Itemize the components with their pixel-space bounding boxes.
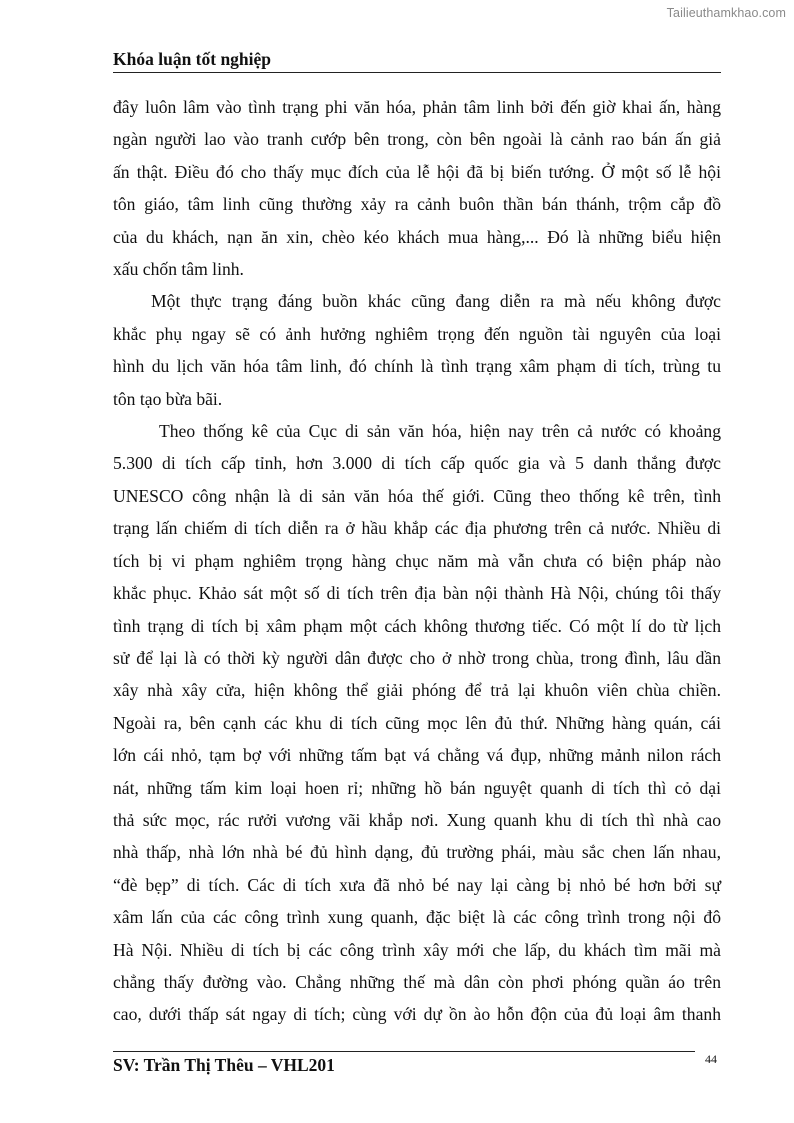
text-line: đây luôn lâm vào tình trạng phi văn hóa, phản tâm linh bởi đến giờ khai ấn, hàng [113,97,721,117]
text-line: nát, những tấm kim loại hoen rỉ; những hồ bán nguyệt quanh di tích thì cỏ dại [113,777,721,798]
paragraph-1 [113,91,721,285]
text-line: chẳng thấy đường vào. Chẳng những thế mà dân còn phơi phóng quần áo trên [113,971,721,992]
text-line: cao, dưới thấp sát ngay di tích; cùng với dự ồn ào hỗn độn của đủ loại âm thanh [113,1004,721,1025]
header-divider [113,72,721,73]
text-line: tình trạng di tích bị xâm phạm một cách không thương tiếc. Có một lí do từ lịch [113,615,721,636]
document-body [113,91,721,1031]
footer-student-name: SV: Trần Thị Thêu – VHL201 [113,1055,335,1075]
text-line: 5.300 di tích cấp tỉnh, hơn 3.000 di tích cấp quốc gia và 5 danh thắng được [113,453,721,474]
text-line: tôn giáo, tâm linh cũng thường xảy ra cảnh buôn thần bán thánh, trộm cắp đồ [113,194,721,215]
text-line: thả sức mọc, rác rưởi vương vãi khắp nơi. Xung quanh khu di tích thì nhà cao [113,809,721,830]
paragraph-2 [113,285,721,415]
watermark-text: Tailieuthamkhao.com [666,6,786,20]
text-line: trạng lấn chiếm di tích diễn ra ở hầu khắp các địa phương trên cả nước. Nhiều di [113,518,721,539]
text-line: Một thực trạng đáng buồn khác cũng đang diễn ra mà nếu không được [151,291,721,312]
paragraph-3 [113,415,721,1031]
text-line: ngàn người lao vào tranh cướp bên trong, còn bên ngoài là cảnh rao bán ấn giả [113,129,721,150]
text-line: Theo thống kê của Cục di sản văn hóa, hiện nay trên cả nước có khoảng [159,421,721,442]
text-line: hình du lịch văn hóa tâm linh, đó chính là tình trạng xâm phạm di tích, trùng tu [113,356,721,377]
text-line: ấn thật. Điều đó cho thấy mục đích của lễ hội đã bị biến tướng. Ở một số lễ hội [113,161,721,182]
text-line: khắc phục. Khảo sát một số di tích trên địa bàn nội thành Hà Nội, chúng tôi thấy [113,583,721,604]
page-header-title: Khóa luận tốt nghiệp [113,49,272,69]
text-line: Ngoài ra, bên cạnh các khu di tích cũng mọc lên đủ thứ. Những hàng quán, cái [113,712,721,733]
text-line: xâm lấn của các công trình xung quanh, đặc biệt là các công trình trong nội đô [113,907,721,928]
text-line: của du khách, nạn ăn xin, chèo kéo khách mua hàng,... Đó là những biểu hiện [113,226,721,247]
page-number: 44 [705,1052,717,1066]
text-line: xấu chốn tâm linh. [113,259,244,280]
text-line: “đè bẹp” di tích. Các di tích xưa đã nhỏ bé nay lại càng bị nhỏ bé hơn bởi sự [113,874,721,895]
text-line: Hà Nội. Nhiều di tích bị các công trình xây mới che lấp, du khách tìm mãi mà [113,939,721,960]
text-line: khắc phụ ngay sẽ có ảnh hưởng nghiêm trọng đến nguồn tài nguyên của loại [113,323,721,344]
text-line: UNESCO công nhận là di sản văn hóa thế giới. Cũng theo thống kê trên, tình [113,485,721,506]
text-line: sử để lại là có thời kỳ người dân được cho ở nhờ trong chùa, trong đình, lâu dần [113,647,721,668]
text-line: nhà thấp, nhà lớn nhà bé đủ hình dạng, đủ trường phái, màu sắc chen lấn nhau, [113,842,721,863]
text-line: lớn cái nhỏ, tạm bợ với những tấm bạt vá chằng vá đụp, những mảnh nilon rách [113,745,721,766]
text-line: tích bị vi phạm nghiêm trọng hàng chục năm mà vẫn chưa có biện pháp nào [113,550,721,571]
footer-divider [113,1051,695,1052]
text-line: xây nhà xây cửa, hiện không thể giải phóng để trả lại khuôn viên chùa chiền. [113,680,721,701]
text-line: tôn tạo bừa bãi. [113,388,223,409]
